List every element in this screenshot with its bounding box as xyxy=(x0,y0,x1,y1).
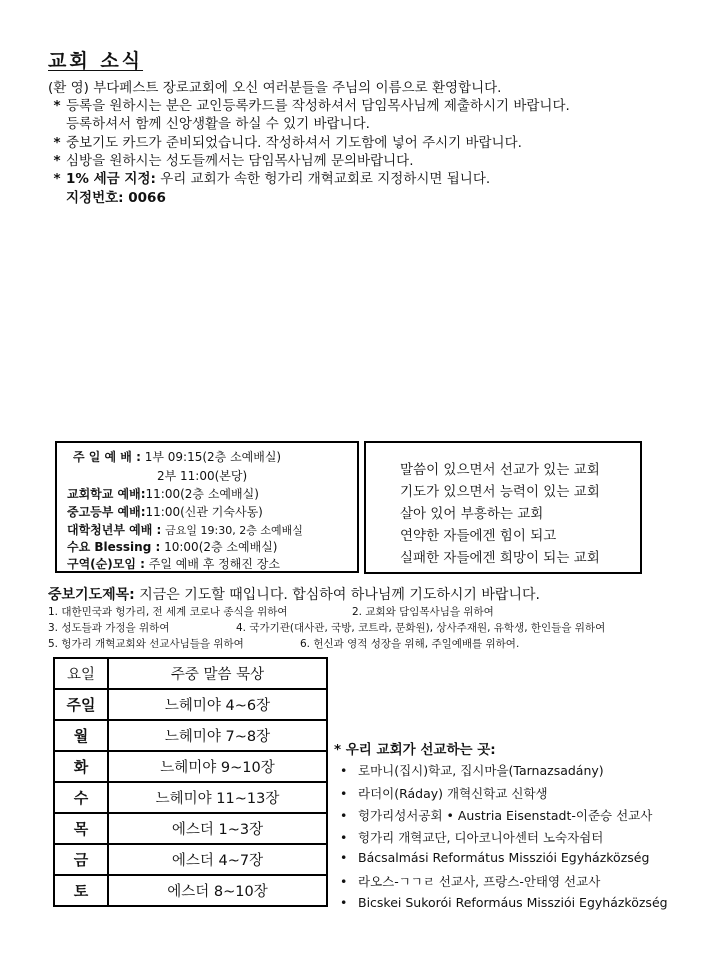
day-cell: 목 xyxy=(54,813,108,844)
news-item-visit: * 심방을 원하시는 성도들께서는 담임목사님께 문의바랍니다. xyxy=(48,149,413,169)
page-title: 교회 소식 xyxy=(48,50,144,72)
mission-item: • 로마니(집시)학교, 집시마을(Tarnazsadány) xyxy=(340,763,604,778)
table-row xyxy=(54,782,327,813)
passage-cell: 에스더 1~3장 xyxy=(108,813,327,844)
day-cell: 수 xyxy=(54,782,108,813)
bullet-icon: * xyxy=(53,135,61,151)
bullet-icon: * xyxy=(53,98,61,114)
table-row xyxy=(54,813,327,844)
sunday-service: 주 일 예 배 : 1부 09:15(2층 소예배실) xyxy=(73,450,282,464)
mission-item: • 라오스-ㄱㄱㄹ 선교사, 프랑스-안태영 선교사 xyxy=(340,874,601,889)
news-item-tax xyxy=(48,167,490,187)
passage-cell: 에스더 8~10장 xyxy=(108,875,327,906)
day-cell: 금 xyxy=(54,844,108,875)
tax-code: 지정번호: 0066 xyxy=(66,190,166,206)
sunday-service-2: 2부 11:00(본당) xyxy=(157,469,248,483)
passage-cell: 에스더 4~7장 xyxy=(108,844,327,875)
bullet-icon: * xyxy=(53,171,61,187)
motto-line: 연약한 자들에겐 힘이 되고 xyxy=(400,528,557,544)
tax-text: 우리 교회가 속한 헝가리 개혁교회로 지정하시면 됩니다. xyxy=(160,171,491,187)
youth-service: 중고등부 예배:11:00(신관 기숙사동) xyxy=(67,505,263,519)
table-row xyxy=(54,844,327,875)
service-schedule-box xyxy=(55,441,359,573)
news-item-register-cont: 등록하셔서 함께 신앙생활을 하실 수 있기 바랍니다. xyxy=(66,116,370,132)
column-header-passage: 주중 말씀 묵상 xyxy=(108,658,327,689)
day-cell: 화 xyxy=(54,751,108,782)
bullet-icon: * xyxy=(53,153,61,169)
passage-cell: 느헤미야 4~6장 xyxy=(108,689,327,720)
news-item-prayer-card: * 중보기도 카드가 준비되었습니다. 작성하셔서 기도함에 넣어 주시기 바랍니다. xyxy=(48,131,522,151)
prayer-item: 6. 헌신과 영적 성장을 위해, 주일예배를 위하여. xyxy=(300,638,520,650)
mission-item: • Bicskei Sukorói Reformáus Missziói Egyházközség xyxy=(340,895,668,910)
passage-cell: 느헤미야 9~10장 xyxy=(108,751,327,782)
college-service: 대학청년부 예배 : 금요일 19:30, 2층 소예배실 xyxy=(67,523,303,537)
mission-item: • Bácsalmási Református Missziói Egyházközség xyxy=(340,850,650,865)
table-header-row xyxy=(54,658,327,689)
motto-line: 살아 있어 부흥하는 교회 xyxy=(400,506,544,522)
welcome-line xyxy=(48,76,501,96)
mission-item: • 라더이(Ráday) 개혁신학교 신학생 xyxy=(340,786,548,801)
prayer-item: 1. 대한민국과 헝가리, 전 세계 코로나 종식을 위하여 xyxy=(48,606,288,618)
table-row xyxy=(54,751,327,782)
motto-line: 실패한 자들에겐 희망이 되는 교회 xyxy=(400,550,600,566)
bullet-icon: • xyxy=(340,850,348,865)
bullet-icon: • xyxy=(340,763,348,778)
news-item-register: * 등록을 원하시는 분은 교인등록카드를 작성하셔서 담임목사님께 제출하시기 바랍니다. xyxy=(48,94,570,114)
welcome-text: 부다페스트 장로교회에 오신 여러분들을 주님의 이름으로 환영합니다. xyxy=(93,80,502,96)
welcome-label: (환 영) xyxy=(48,80,89,96)
prayer-item: 2. 교회와 담임목사님을 위하여 xyxy=(352,606,494,618)
bullet-icon: • xyxy=(340,895,348,910)
mission-item: • 헝가리성서공회 • Austria Eisenstadt-이준승 선교사 xyxy=(340,808,653,823)
day-cell: 월 xyxy=(54,720,108,751)
prayer-item: 3. 성도들과 가정을 위하여 xyxy=(48,622,170,634)
prayer-heading: 중보기도제목: 지금은 기도할 때입니다. 합심하여 하나님께 기도하시기 바랍니다. xyxy=(48,587,540,603)
bullet-icon: • xyxy=(340,808,348,823)
wednesday-service: 수요 Blessing : 10:00(2층 소예배실) xyxy=(67,540,278,554)
bullet-icon: • xyxy=(340,786,348,801)
day-cell: 주일 xyxy=(54,689,108,720)
day-cell: 토 xyxy=(54,875,108,906)
motto-line: 기도가 있으면서 능력이 있는 교회 xyxy=(400,484,600,500)
motto-line: 말씀이 있으면서 선교가 있는 교회 xyxy=(400,462,600,478)
bullet-icon: • xyxy=(340,874,348,889)
mission-item: • 헝가리 개혁교단, 디아코니아센터 노숙자쉼터 xyxy=(340,830,604,845)
weekly-meditation-table xyxy=(53,657,328,907)
missions-heading: * 우리 교회가 선교하는 곳: xyxy=(334,742,496,758)
table-row xyxy=(54,720,327,751)
church-motto-box xyxy=(364,441,642,574)
prayer-item: 4. 국가기관(대사관, 국방, 코트라, 문화원), 상사주재원, 유학생, 한인들을 위하여 xyxy=(236,622,606,634)
cell-group: 구역(순)모임 : 주일 예배 후 정해진 장소 xyxy=(67,557,280,571)
prayer-item: 5. 헝가리 개혁교회와 선교사님들을 위하여 xyxy=(48,638,244,650)
table-row xyxy=(54,875,327,906)
passage-cell: 느헤미야 7~8장 xyxy=(108,720,327,751)
table-row xyxy=(54,689,327,720)
tax-label: 1% 세금 지정: xyxy=(66,171,156,187)
passage-cell: 느헤미야 11~13장 xyxy=(108,782,327,813)
column-header-day: 요일 xyxy=(54,658,108,689)
bullet-icon: • xyxy=(340,830,348,845)
church-school-service: 교회학교 예배:11:00(2층 소예배실) xyxy=(67,487,259,501)
